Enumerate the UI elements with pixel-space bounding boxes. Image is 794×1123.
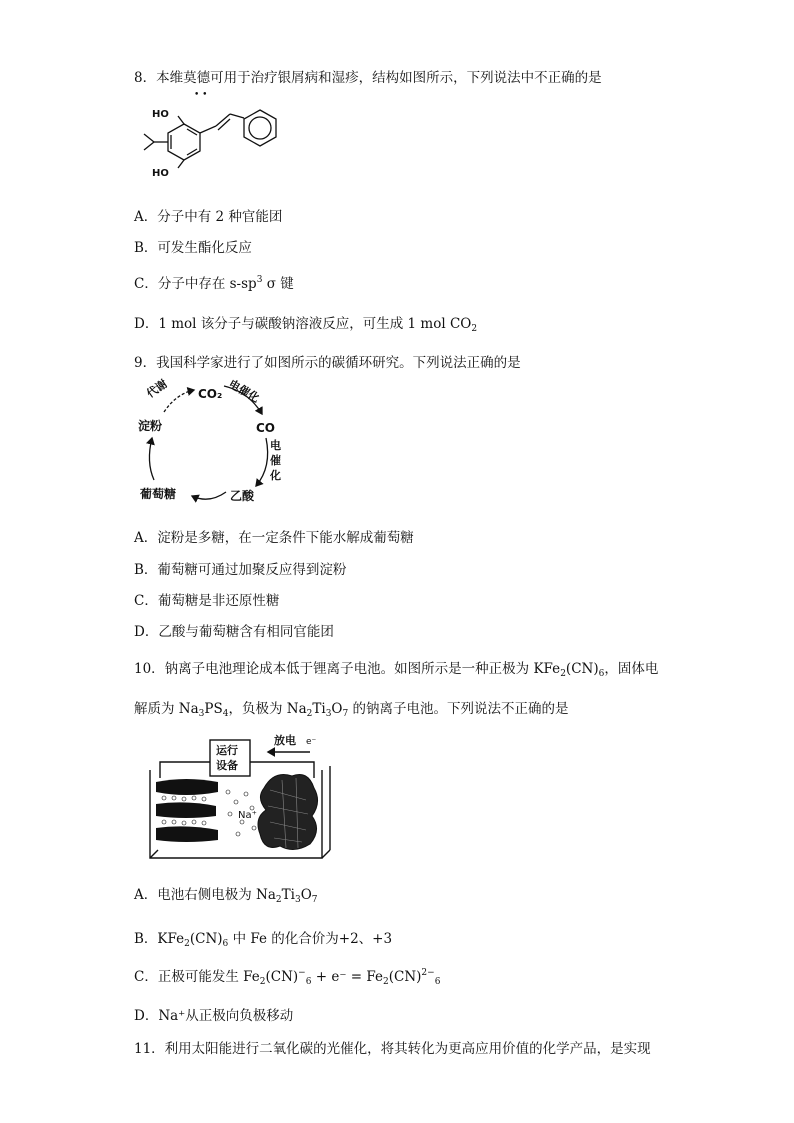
q10-device-label-1: 运行 <box>216 744 238 757</box>
q10-option-c: C．正极可能发生 $Fe_2(CN)^-_6 + e^- = Fe_2(CN)^{2-}_6$ <box>134 968 441 987</box>
q8-option-d: D．1 mol 该分子与碳酸钠溶液反应，可生成 1 mol $CO_2$ <box>134 316 478 334</box>
q9-glucose-label: 葡萄糖 <box>140 487 177 501</box>
q10-na-ion-label: Na⁺ <box>238 810 257 821</box>
q9-co2-label: CO₂ <box>198 387 223 401</box>
q10-option-b: B．$KFe_2(CN)_6$ 中 Fe 的化合价为+2、+3 <box>134 931 393 949</box>
q9-elec2-char3: 化 <box>270 469 281 482</box>
q9-electro-catalysis-label: 电催化 <box>226 377 262 406</box>
q8-ho-bottom-label: HO <box>152 168 169 179</box>
q9-elec2-char1: 电 <box>270 439 281 452</box>
q10-device-label-2: 设备 <box>216 759 238 772</box>
q10-option-d: D．Na⁺从正极向负极移动 <box>134 1008 294 1024</box>
q9-option-c: C．葡萄糖是非还原性糖 <box>134 593 280 609</box>
q9-co-label: CO <box>256 421 276 435</box>
q9-option-d: D．乙酸与葡萄糖含有相同官能团 <box>134 624 334 640</box>
q8-molecule-structure <box>136 104 296 186</box>
q10-battery-diagram <box>146 730 336 864</box>
q8-stem: 8．本维莫德可用于治疗银屑病和湿疹，结构如图所示，下列说法中不正确的是 <box>134 70 602 86</box>
q9-option-b: B．葡萄糖可通过加聚反应得到淀粉 <box>134 562 347 578</box>
q8-emphasis-dots: • • <box>194 90 208 100</box>
q8-option-a: A．分子中有 2 种官能团 <box>134 209 283 225</box>
q9-stem: 9．我国科学家进行了如图所示的碳循环研究。下列说法正确的是 <box>134 355 521 371</box>
q10-electron-label: e⁻ <box>306 737 317 747</box>
q10-stem-line1: 10．钠离子电池理论成本低于锂离子电池。如图所示是一种正极为 $KFe_2(CN)_6$，固体电 <box>134 661 659 679</box>
q10-stem-line2: 解质为 $Na_3PS_4$，负极为 $Na_2Ti_3O_7$ 的钠离子电池。下列说法不正确的是 <box>134 701 569 719</box>
q9-carbon-cycle-diagram <box>134 372 294 510</box>
q9-metabolism-label: 代谢 <box>144 377 170 401</box>
q9-elec2-char2: 催 <box>270 454 281 467</box>
q10-option-a: A．电池右侧电极为 $Na_2Ti_3O_7$ <box>134 887 318 905</box>
q11-stem: 11．利用太阳能进行二氧化碳的光催化，将其转化为更高应用价值的化学产品，是实现 <box>134 1041 651 1057</box>
q10-discharge-label: 放电 <box>274 734 296 747</box>
q9-option-a: A．淀粉是多糖，在一定条件下能水解成葡萄糖 <box>134 530 414 546</box>
q8-ho-top-label: HO <box>152 109 169 120</box>
q9-starch-label: 淀粉 <box>138 419 163 433</box>
q8-option-c: C．分子中存在 $s-sp^3$ σ 键 <box>134 275 294 292</box>
q8-option-b: B．可发生酯化反应 <box>134 240 252 256</box>
q9-acetic-label: 乙酸 <box>230 489 255 503</box>
